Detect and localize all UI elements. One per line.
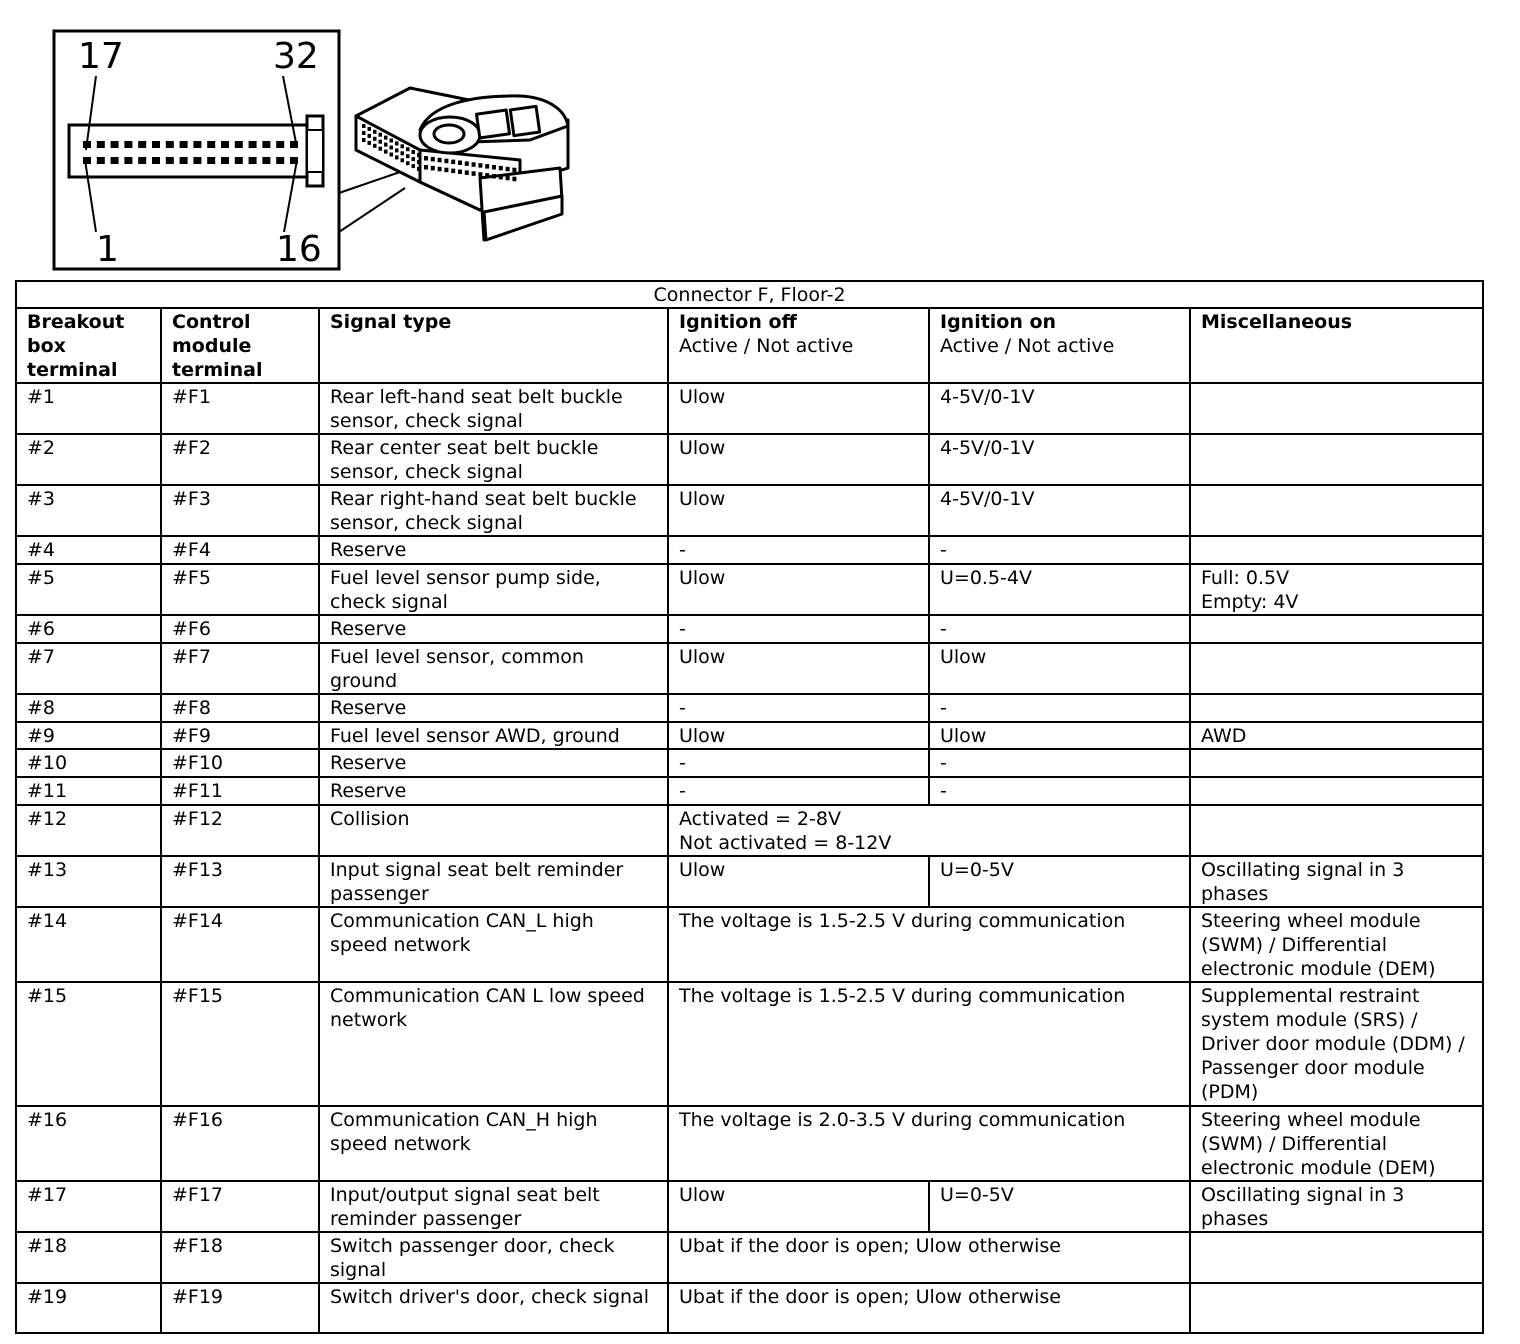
cell-control-module-terminal: #F8 xyxy=(161,694,319,722)
cell-control-module-terminal: #F2 xyxy=(161,434,319,485)
table-row xyxy=(16,722,1483,749)
cell-signal-type: Input signal seat belt reminder passenger xyxy=(319,856,668,907)
table-row xyxy=(16,805,1483,856)
cell-signal-type: Rear left-hand seat belt buckle sensor, check signal xyxy=(319,383,668,434)
cell-ignition-on: - xyxy=(929,777,1190,805)
plug-pin xyxy=(444,159,448,164)
cell-miscellaneous xyxy=(1190,749,1483,777)
pin-cavity xyxy=(262,141,270,148)
cell-miscellaneous xyxy=(1190,383,1483,434)
connector-pinout-table xyxy=(15,280,1484,1334)
plug-pin xyxy=(458,170,462,175)
cell-miscellaneous xyxy=(1190,485,1483,536)
table-row xyxy=(16,485,1483,536)
table-row xyxy=(16,615,1483,643)
cell-signal-type: Rear center seat belt buckle sensor, check signal xyxy=(319,434,668,485)
plug-pin xyxy=(368,127,372,131)
cell-breakout-terminal: #6 xyxy=(16,615,161,643)
cell-control-module-terminal: #F4 xyxy=(161,536,319,564)
header-miscellaneous: Miscellaneous xyxy=(1190,308,1483,383)
plug-pin xyxy=(438,158,442,163)
pin-cavity xyxy=(193,141,201,148)
plug-pin xyxy=(458,161,462,166)
plug-pin xyxy=(485,164,489,169)
plug-pin xyxy=(379,140,383,144)
cell-control-module-terminal: #F15 xyxy=(161,982,319,1106)
plug-pin xyxy=(412,150,416,154)
plug-pin xyxy=(373,144,377,148)
plug-pin xyxy=(395,148,399,152)
pin-label-16: 16 xyxy=(276,229,322,270)
cell-ignition-off: Ulow xyxy=(668,722,929,749)
cell-ignition-off: Ulow xyxy=(668,1181,929,1232)
cell-ignition-on: U=0.5-4V xyxy=(929,564,1190,615)
pin-cavity xyxy=(207,157,215,164)
plug-pin xyxy=(390,146,394,150)
plug-pin xyxy=(401,151,405,155)
plug-pin xyxy=(401,144,405,148)
cell-breakout-terminal: #16 xyxy=(16,1106,161,1181)
pin-cavity xyxy=(221,141,229,148)
cell-control-module-terminal: #F9 xyxy=(161,722,319,749)
plug-pin xyxy=(384,150,388,154)
pin-cavity xyxy=(207,141,215,148)
pin-cavity xyxy=(235,157,243,164)
cell-signal-type: Fuel level sensor AWD, ground xyxy=(319,722,668,749)
cell-breakout-terminal: #13 xyxy=(16,856,161,907)
cell-breakout-terminal: #3 xyxy=(16,485,161,536)
plug-pin xyxy=(362,131,366,135)
cell-miscellaneous: Full: 0.5V Empty: 4V xyxy=(1190,564,1483,615)
header-breakout-terminal: Breakout box terminal xyxy=(16,308,161,383)
cell-ignition-on: 4-5V/0-1V xyxy=(929,383,1190,434)
pin-cavity xyxy=(180,157,188,164)
plug-pin xyxy=(384,136,388,140)
pin-cavity xyxy=(124,157,132,164)
plug-pin xyxy=(512,177,516,182)
plug-pin xyxy=(368,141,372,145)
connector-diagram xyxy=(0,0,620,280)
cell-control-module-terminal: #F12 xyxy=(161,805,319,856)
pin-cavity xyxy=(152,141,160,148)
cell-ignition-on: 4-5V/0-1V xyxy=(929,434,1190,485)
cell-ignition-off: - xyxy=(668,536,929,564)
plug-pin xyxy=(431,166,435,171)
cell-control-module-terminal: #F1 xyxy=(161,383,319,434)
cell-ignition-off: Ulow xyxy=(668,434,929,485)
pin-cavity xyxy=(249,141,257,148)
cell-signal-type: Communication CAN_H high speed network xyxy=(319,1106,668,1181)
pin-cavity xyxy=(221,157,229,164)
plug-pin xyxy=(485,173,489,178)
cell-ignition-value: Ubat if the door is open; Ulow otherwise xyxy=(668,1283,1190,1333)
cell-signal-type: Reserve xyxy=(319,615,668,643)
cell-breakout-terminal: #18 xyxy=(16,1232,161,1283)
cell-control-module-terminal: #F19 xyxy=(161,1283,319,1333)
cell-ignition-off: Ulow xyxy=(668,564,929,615)
pin-cavity xyxy=(235,141,243,148)
cell-miscellaneous xyxy=(1190,694,1483,722)
pin-cavity xyxy=(97,157,105,164)
cell-signal-type: Fuel level sensor, common ground xyxy=(319,643,668,694)
cell-ignition-on: U=0-5V xyxy=(929,1181,1190,1232)
pin-cavity xyxy=(166,157,174,164)
header-control-module-terminal: Control module terminal xyxy=(161,308,319,383)
cell-control-module-terminal: #F11 xyxy=(161,777,319,805)
cell-signal-type: Communication CAN L low speed network xyxy=(319,982,668,1106)
cell-breakout-terminal: #8 xyxy=(16,694,161,722)
cell-ignition-value: Ubat if the door is open; Ulow otherwise xyxy=(668,1232,1190,1283)
cell-signal-type: Collision xyxy=(319,805,668,856)
cell-miscellaneous xyxy=(1190,1232,1483,1283)
cell-ignition-value: The voltage is 1.5-2.5 V during communication xyxy=(668,907,1190,982)
cell-ignition-on: 4-5V/0-1V xyxy=(929,485,1190,536)
plug-pin xyxy=(417,167,421,171)
table-row xyxy=(16,1283,1483,1333)
plug-pin xyxy=(478,172,482,177)
cell-breakout-terminal: #19 xyxy=(16,1283,161,1333)
cell-miscellaneous: Steering wheel module (SWM) / Differential electronic module (DEM) xyxy=(1190,1106,1483,1181)
pin-cavity xyxy=(166,141,174,148)
plug-pin xyxy=(395,155,399,159)
cell-control-module-terminal: #F5 xyxy=(161,564,319,615)
cell-breakout-terminal: #10 xyxy=(16,749,161,777)
cell-control-module-terminal: #F14 xyxy=(161,907,319,982)
plug-pin xyxy=(465,170,469,175)
plug-pin xyxy=(512,168,516,173)
cell-signal-type: Rear right-hand seat belt buckle sensor, check signal xyxy=(319,485,668,536)
plug-pin xyxy=(431,157,435,162)
plug-pin xyxy=(424,156,428,161)
table-row xyxy=(16,434,1483,485)
cell-breakout-terminal: #14 xyxy=(16,907,161,982)
cell-ignition-on: - xyxy=(929,749,1190,777)
table-row xyxy=(16,907,1483,982)
table-row xyxy=(16,643,1483,694)
cell-ignition-off: - xyxy=(668,749,929,777)
plug-pin xyxy=(478,163,482,168)
plug-pin xyxy=(506,176,510,181)
plug-pin xyxy=(373,137,377,141)
plug-pin xyxy=(451,160,455,165)
cell-signal-type: Reserve xyxy=(319,777,668,805)
plug-pin xyxy=(384,143,388,147)
cell-ignition-value: Activated = 2-8V Not activated = 8-12V xyxy=(668,805,1190,856)
cell-breakout-terminal: #4 xyxy=(16,536,161,564)
cell-breakout-terminal: #7 xyxy=(16,643,161,694)
cell-control-module-terminal: #F18 xyxy=(161,1232,319,1283)
cell-signal-type: Reserve xyxy=(319,536,668,564)
cell-ignition-on: Ulow xyxy=(929,643,1190,694)
pin-label-1: 1 xyxy=(96,229,119,270)
header-ignition-off: Ignition off Active / Not active xyxy=(668,308,929,383)
pin-cavity xyxy=(97,141,105,148)
plug-pin xyxy=(472,171,476,176)
cell-ignition-off: Ulow xyxy=(668,643,929,694)
table-header-row xyxy=(16,308,1483,383)
pin-cavity xyxy=(124,141,132,148)
plug-pin xyxy=(406,147,410,151)
pin-cavity xyxy=(138,157,146,164)
cell-ignition-on: - xyxy=(929,615,1190,643)
cell-breakout-terminal: #15 xyxy=(16,982,161,1106)
cell-control-module-terminal: #F17 xyxy=(161,1181,319,1232)
table-row xyxy=(16,982,1483,1106)
cell-control-module-terminal: #F13 xyxy=(161,856,319,907)
cell-signal-type: Communication CAN_L high speed network xyxy=(319,907,668,982)
cell-signal-type: Fuel level sensor pump side, check signal xyxy=(319,564,668,615)
plug-pin xyxy=(362,124,366,128)
cell-miscellaneous xyxy=(1190,1283,1483,1333)
table-row xyxy=(16,564,1483,615)
cell-miscellaneous: Oscillating signal in 3 phases xyxy=(1190,1181,1483,1232)
table-row xyxy=(16,856,1483,907)
pin-cavity xyxy=(262,157,270,164)
cell-control-module-terminal: #F7 xyxy=(161,643,319,694)
cell-signal-type: Reserve xyxy=(319,749,668,777)
plug-pin xyxy=(379,133,383,137)
cell-breakout-terminal: #17 xyxy=(16,1181,161,1232)
pin-label-32: 32 xyxy=(273,36,319,77)
plug-pin xyxy=(406,161,410,165)
cell-miscellaneous xyxy=(1190,777,1483,805)
plug-pin xyxy=(499,175,503,180)
table-row xyxy=(16,536,1483,564)
cell-breakout-terminal: #9 xyxy=(16,722,161,749)
cell-signal-type: Switch driver's door, check signal xyxy=(319,1283,668,1333)
cell-miscellaneous xyxy=(1190,805,1483,856)
header-ignition-on: Ignition on Active / Not active xyxy=(929,308,1190,383)
cell-control-module-terminal: #F3 xyxy=(161,485,319,536)
plug-pin xyxy=(492,165,496,170)
pin-label-17: 17 xyxy=(78,36,124,77)
plug-pin xyxy=(390,139,394,143)
plug-pin xyxy=(368,134,372,138)
pin-cavity xyxy=(152,157,160,164)
pin-cavity xyxy=(180,141,188,148)
plug-pin xyxy=(424,165,428,170)
cell-ignition-on: - xyxy=(929,536,1190,564)
cell-miscellaneous xyxy=(1190,536,1483,564)
pin-cavity xyxy=(111,157,119,164)
plug-pin xyxy=(438,167,442,172)
cell-control-module-terminal: #F10 xyxy=(161,749,319,777)
cell-ignition-off: - xyxy=(668,777,929,805)
plug-pin xyxy=(379,147,383,151)
table-title: Connector F, Floor-2 xyxy=(16,281,1483,308)
plug-pin xyxy=(499,166,503,171)
pin-cavity xyxy=(249,157,257,164)
plug-pin xyxy=(472,162,476,167)
pin-cavity xyxy=(138,141,146,148)
cell-ignition-value: The voltage is 2.0-3.5 V during communication xyxy=(668,1106,1190,1181)
plug-pin xyxy=(412,157,416,161)
plug-pin xyxy=(412,164,416,168)
plug-pin xyxy=(406,154,410,158)
table-row xyxy=(16,1181,1483,1232)
plug-pin xyxy=(492,174,496,179)
cell-signal-type: Input/output signal seat belt reminder passenger xyxy=(319,1181,668,1232)
table-row xyxy=(16,694,1483,722)
cell-ignition-on: U=0-5V xyxy=(929,856,1190,907)
plug-pin xyxy=(444,168,448,173)
table-row xyxy=(16,383,1483,434)
pin-cavity xyxy=(276,157,284,164)
connector-face xyxy=(69,125,307,177)
pin-cavity xyxy=(276,141,284,148)
header-signal-type: Signal type xyxy=(319,308,668,383)
cell-miscellaneous xyxy=(1190,643,1483,694)
plug-pin xyxy=(417,153,421,157)
cell-control-module-terminal: #F6 xyxy=(161,615,319,643)
table-row xyxy=(16,777,1483,805)
cell-ignition-value: The voltage is 1.5-2.5 V during communication xyxy=(668,982,1190,1106)
cell-control-module-terminal: #F16 xyxy=(161,1106,319,1181)
table-row xyxy=(16,1106,1483,1181)
cell-miscellaneous xyxy=(1190,434,1483,485)
cell-ignition-off: Ulow xyxy=(668,485,929,536)
cell-signal-type: Reserve xyxy=(319,694,668,722)
cell-breakout-terminal: #2 xyxy=(16,434,161,485)
plug-pin xyxy=(362,138,366,142)
cell-ignition-on: - xyxy=(929,694,1190,722)
cell-miscellaneous: Oscillating signal in 3 phases xyxy=(1190,856,1483,907)
cell-ignition-off: Ulow xyxy=(668,383,929,434)
table-row xyxy=(16,1232,1483,1283)
plug-pin xyxy=(465,161,469,166)
cell-breakout-terminal: #1 xyxy=(16,383,161,434)
plug-pin xyxy=(390,153,394,157)
plug-pin xyxy=(451,169,455,174)
cell-miscellaneous xyxy=(1190,615,1483,643)
cell-breakout-terminal: #12 xyxy=(16,805,161,856)
cell-miscellaneous: AWD xyxy=(1190,722,1483,749)
cell-ignition-off: - xyxy=(668,615,929,643)
plug-pin xyxy=(506,167,510,172)
cell-miscellaneous: Steering wheel module (SWM) / Differential electronic module (DEM) xyxy=(1190,907,1483,982)
cell-ignition-off: - xyxy=(668,694,929,722)
plug-pin xyxy=(401,158,405,162)
table-row xyxy=(16,749,1483,777)
cell-ignition-off: Ulow xyxy=(668,856,929,907)
cell-signal-type: Switch passenger door, check signal xyxy=(319,1232,668,1283)
pin-cavity xyxy=(111,141,119,148)
cell-ignition-on: Ulow xyxy=(929,722,1190,749)
plug-pin xyxy=(417,160,421,164)
cell-breakout-terminal: #11 xyxy=(16,777,161,805)
cell-breakout-terminal: #5 xyxy=(16,564,161,615)
plug-pin xyxy=(373,130,377,134)
cell-miscellaneous: Supplemental restraint system module (SRS) / Driver door module (DDM) / Passenger door module (PDM) xyxy=(1190,982,1483,1106)
pin-cavity xyxy=(193,157,201,164)
plug-pin xyxy=(395,141,399,145)
